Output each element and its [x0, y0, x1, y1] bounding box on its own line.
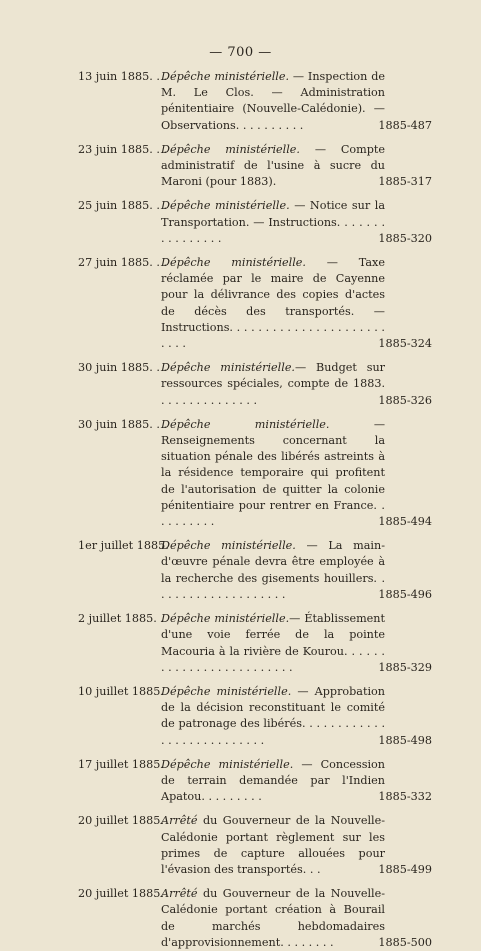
entry-date: 1er juillet 1885. — [78, 539, 169, 553]
list-item — [0, 360, 481, 409]
entry-type: Dépêche ministérielle. — [161, 256, 306, 270]
entry-date: 13 juin 1885. . . — [78, 70, 168, 83]
entry-type: Dépêche ministérielle. — [161, 361, 295, 375]
entry-date: 30 juin 1885. . . — [78, 417, 168, 431]
entry-text: — Compte administratif de l'usine à sucre du Maroni (pour 1883). — [161, 142, 386, 189]
entry-text: — Concession de terrain demandée par l'Indien Apatou. . . . . . . . . — [161, 757, 385, 804]
list-item — [0, 255, 481, 352]
entry-date: 25 juin 1885. . . — [78, 199, 168, 213]
entry-date: 2 juillet 1885. . — [78, 612, 164, 626]
entry-type: Dépêche ministérielle. — [161, 199, 290, 213]
entry-text: — Budget sur ressources spéciales, compte de 1883. . . . . . . . . . . . . . . — [161, 361, 385, 407]
entry-type: Dépêche ministérielle. — [161, 142, 300, 156]
list-item — [0, 69, 481, 134]
entry-text: — Taxe réclamée par le maire de Cayenne pour la délivrance des copies d'actes de décès des transportés. — Instructions. . . . . . . . . . . . . . . . . . . . . . . . . . — [161, 256, 385, 351]
entry-date: 10 juillet 1885. — [78, 684, 164, 698]
entry-date: 30 juin 1885. . . — [78, 361, 168, 375]
entry-text: — Notice sur la Transportation. — Instructions. . . . . . . . . . . . . . . . — [161, 199, 385, 245]
entry-type: Dépêche ministérielle. — [161, 757, 294, 771]
entry-reference: 1885-332 — [378, 790, 432, 804]
entry-reference: 1885-320 — [378, 231, 432, 245]
entry-type: Dépêche ministérielle. — [161, 417, 330, 431]
entry-type: Arrêté — [161, 814, 198, 828]
list-item — [0, 198, 481, 247]
entry-reference: 1885-324 — [378, 337, 432, 351]
entry-text: du Gouverneur de la Nouvelle-Calédonie portant création à Bourail de marchés hebdomadaires d'approvisionnement. . . . . . . . — [161, 887, 385, 949]
list-item — [0, 417, 481, 530]
entry-text: du Gouverneur de la Nouvelle-Calédonie portant règlement sur les primes de capture allouées pour l'évasion des transportés. . . — [161, 814, 385, 876]
entry-text: — La main-d'œuvre pénale devra être employée à la recherche des gisements houillers. . . . . . . . . . . . . . . . . . . . — [161, 539, 385, 601]
entry-reference: 1885-494 — [378, 515, 432, 529]
entry-list — [0, 69, 481, 951]
page-number: — 700 — — [209, 45, 272, 60]
entry-date: 17 juillet 1885. — [78, 757, 164, 771]
entry-text: — Approbation de la décision reconstituant le comité de patronage des libérés. . . . . . . . . . . . . . . . . . . . . . . . . . . — [161, 684, 385, 747]
entry-reference: 1885-329 — [378, 660, 432, 674]
entry-reference: 1885-317 — [378, 175, 432, 189]
entry-type: Dépêche ministérielle. — [161, 612, 290, 626]
entry-reference: 1885-326 — [378, 393, 432, 407]
entry-reference: 1885-487 — [378, 118, 432, 132]
entry-reference: 1885-496 — [378, 587, 432, 601]
entry-date: 20 juillet 1885. — [78, 814, 164, 828]
entry-date: 20 juillet 1885. — [78, 887, 164, 901]
list-item — [0, 142, 481, 191]
entry-text: — Établissement d'une voie ferrée de la pointe Macouria à la rivière de Kourou. . . . . . . . . . . . . . . . . . . . . . . . . — [161, 612, 385, 674]
entry-reference: 1885-499 — [378, 862, 432, 876]
list-item — [0, 611, 481, 676]
entry-type: Dépêche ministérielle. — [161, 70, 290, 83]
list-item — [0, 684, 481, 749]
list-item — [0, 538, 481, 603]
entry-text: — Renseignements concernant la situation pénale des libérés astreints à la résidence temporaire qui profitent de l'autorisation de quitter la colonie pénitentiaire pour rentrer en France. . . . . . . . . . — [161, 417, 386, 529]
list-item — [0, 813, 481, 878]
list-item — [0, 757, 481, 806]
entry-text: — Inspection de M. Le Clos. — Administration pénitentiaire (Nouvelle-Calédonie). — Observations. . . . . . . . . . — [161, 70, 385, 132]
list-item — [0, 886, 481, 951]
entry-type: Dépêche ministérielle. — [161, 684, 292, 698]
entry-date: 27 juin 1885. . . — [78, 256, 168, 270]
entry-reference: 1885-500 — [378, 935, 432, 949]
entry-type: Dépêche ministérielle. — [161, 539, 296, 553]
entry-reference: 1885-498 — [378, 733, 432, 747]
entry-date: 23 juin 1885. . . — [78, 142, 168, 156]
entry-type: Arrêté — [161, 887, 198, 901]
